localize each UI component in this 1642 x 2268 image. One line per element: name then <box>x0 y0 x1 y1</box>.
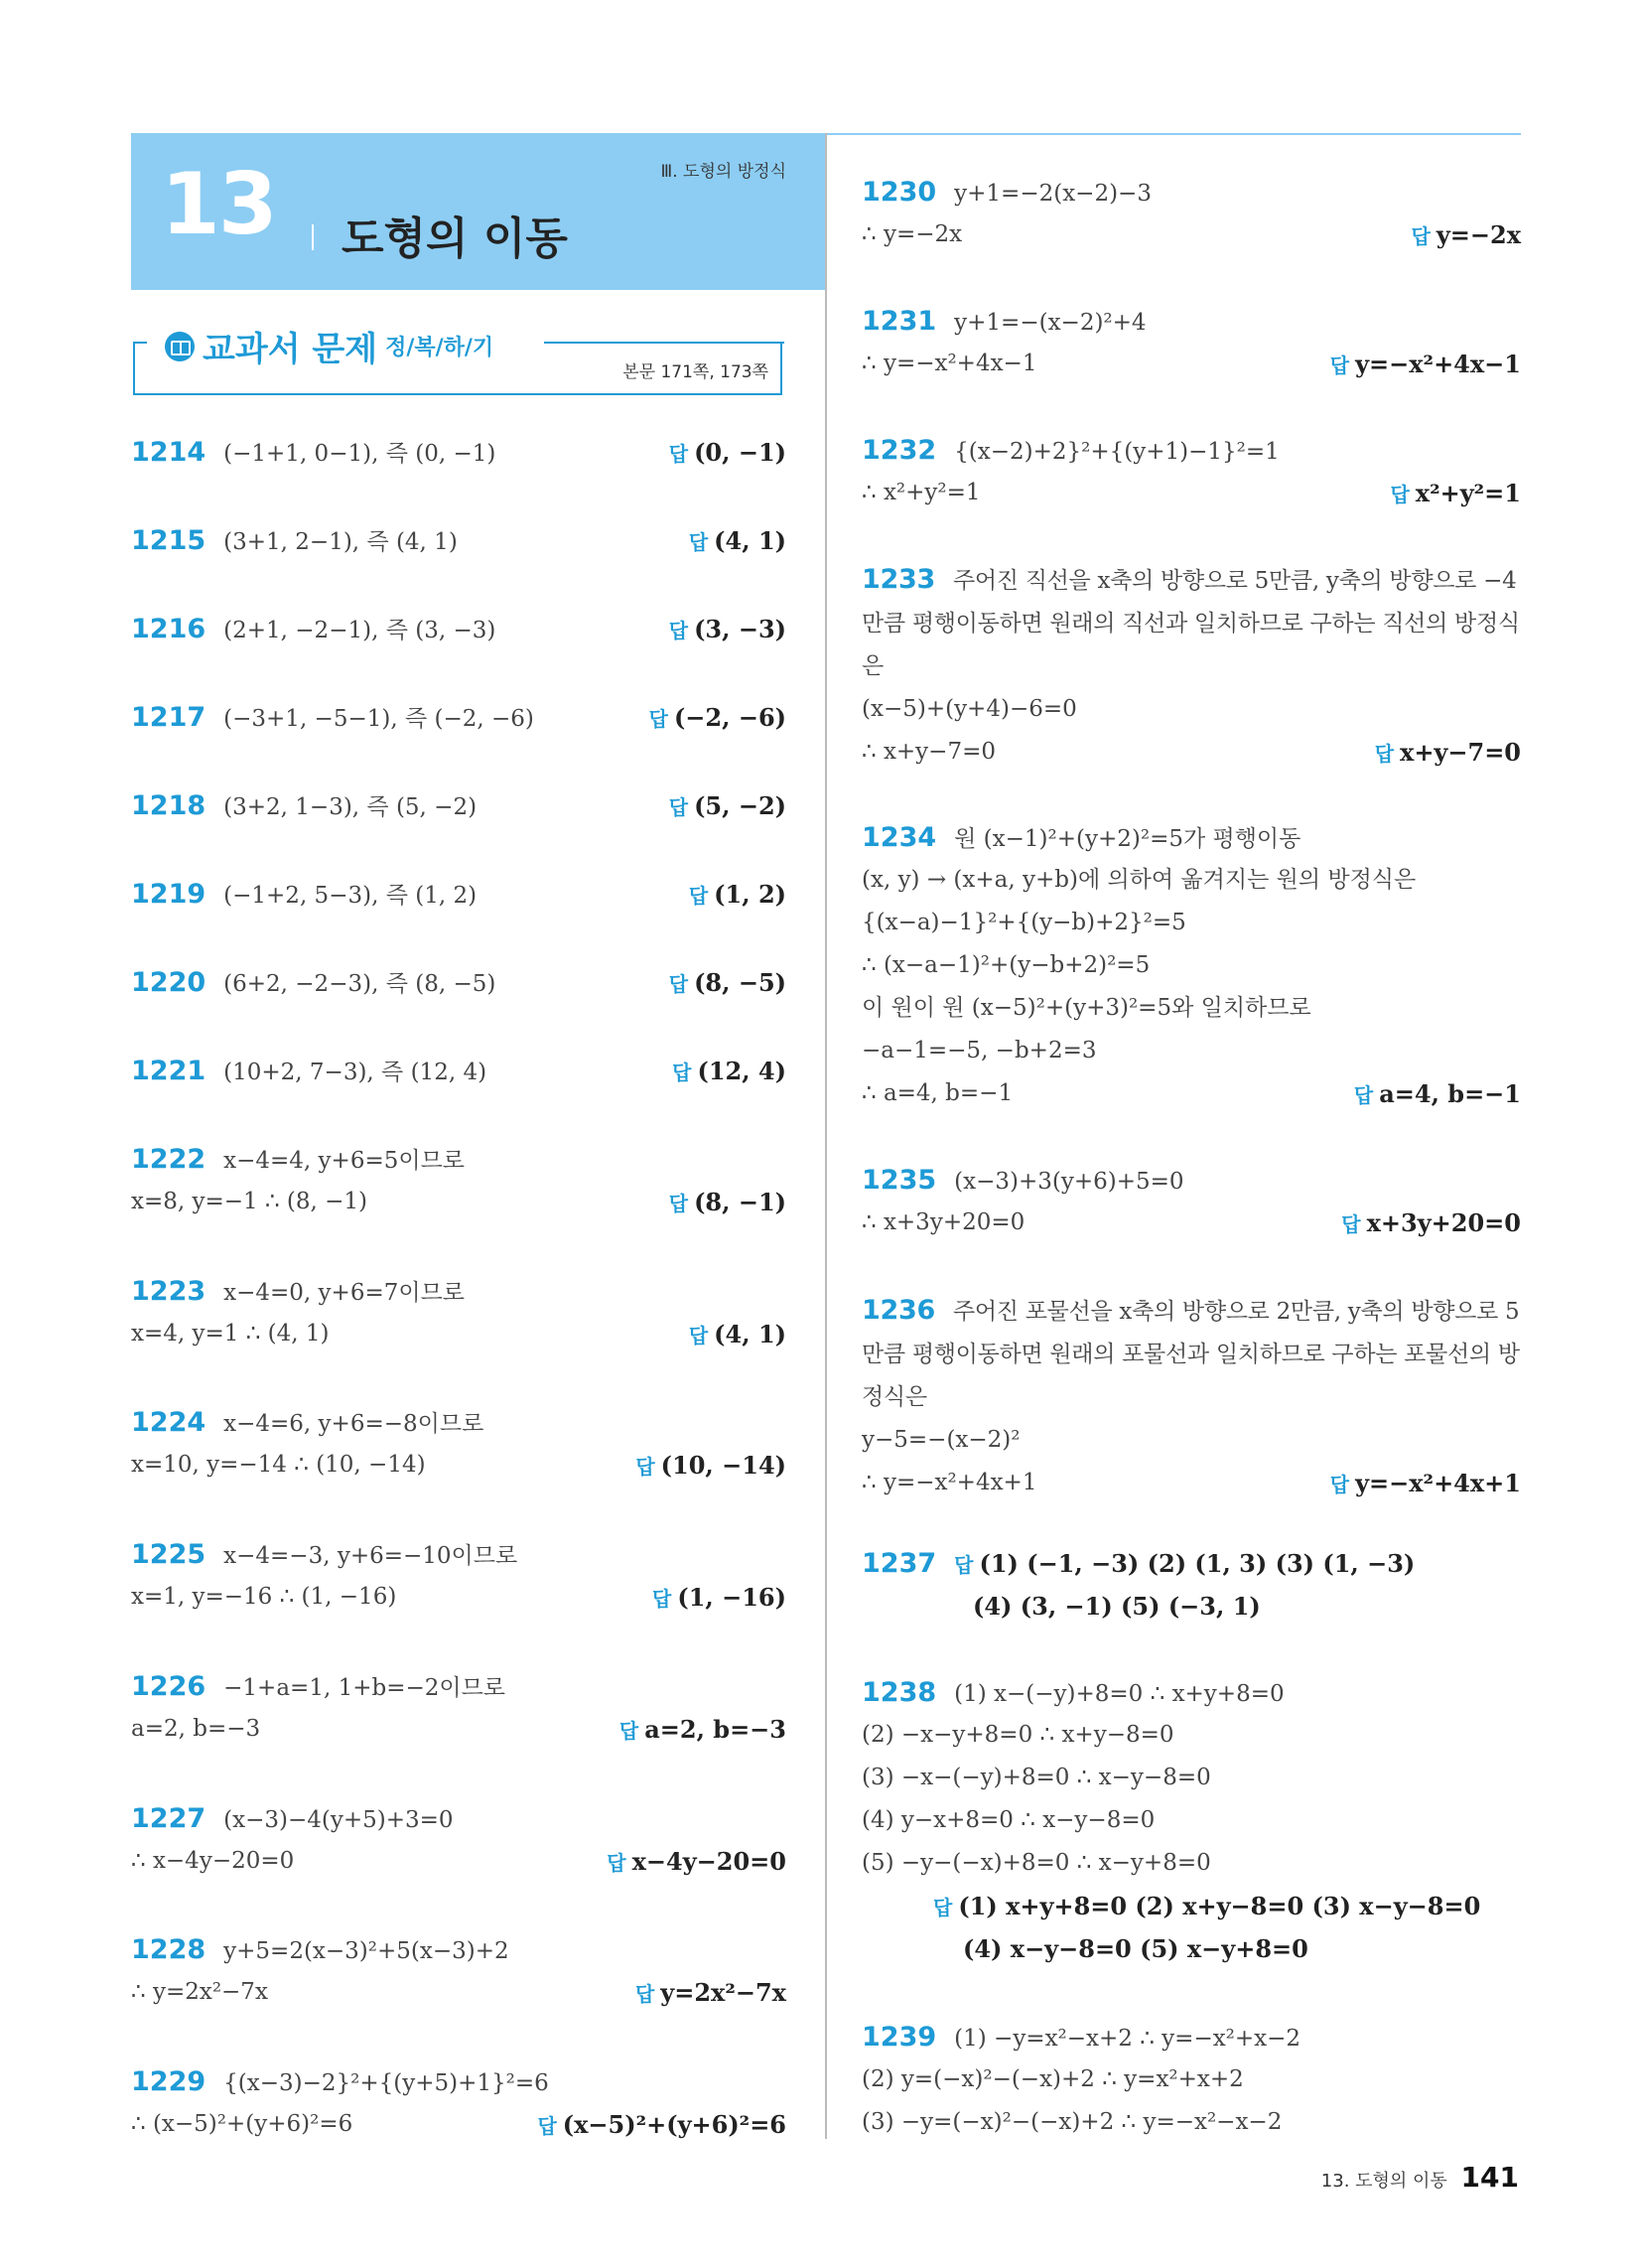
solution-text: (5) −y−(−x)+8=0 ∴ x−y+8=0 <box>862 1850 1211 1876</box>
solution-line <box>131 1971 786 2014</box>
solution-text: ∴ a=4, b=−1 <box>862 1080 1014 1106</box>
answer-mark: 답 <box>933 1896 953 1919</box>
problem-number: 1227 <box>131 1803 206 1834</box>
answer <box>649 696 786 741</box>
solution-text: x−4=−3, y+6=−10이므로 <box>223 1543 518 1569</box>
solution-line <box>862 816 1521 859</box>
page-footer <box>1321 2161 1519 2194</box>
solution-line <box>131 1928 786 1971</box>
solution-text: ∴ x+3y+20=0 <box>862 1209 1026 1235</box>
top-rule <box>826 133 1521 135</box>
answer <box>669 608 786 652</box>
solution-line <box>131 1665 786 1708</box>
answer <box>1390 472 1521 516</box>
answer-value: (5, −2) <box>694 791 786 820</box>
solution-line <box>862 1671 1521 1714</box>
solution-text: ∴ (x−a−1)²+(y−b+2)²=5 <box>862 952 1151 978</box>
problem-1214 <box>131 431 786 474</box>
solution-line <box>131 961 786 1004</box>
answer-value: x+3y+20=0 <box>1366 1208 1521 1237</box>
solution-text: ∴ y=2x²−7x <box>131 1979 268 2005</box>
answer-mark: 답 <box>1329 354 1350 377</box>
solution-line <box>131 608 786 650</box>
answer-value: y=−2x <box>1436 220 1521 249</box>
solution-line <box>862 171 1521 213</box>
solution-text: 원 (x−1)²+(y+2)²=5가 평행이동 <box>954 826 1301 852</box>
answer-line <box>862 1885 1521 1927</box>
chapter-title: 도형의 이동 <box>342 213 568 264</box>
problem-number: 1233 <box>862 564 935 595</box>
solution-line <box>862 429 1521 472</box>
solution-line <box>862 343 1521 385</box>
solution-line <box>862 902 1521 944</box>
solution-text: y−5=−(x−2)² <box>862 1427 1021 1453</box>
problem-number: 1226 <box>131 1671 206 1702</box>
problem-number: 1216 <box>131 614 206 644</box>
chapter-divider <box>312 224 314 250</box>
solution-text: (10+2, 7−3), 즉 (12, 4) <box>223 1060 487 1085</box>
answer-value: (1, 2) <box>714 880 786 909</box>
problem-number: 1235 <box>862 1165 937 1196</box>
solution-text: 이 원이 원 (x−5)²+(y+3)²=5와 일치하므로 <box>862 995 1311 1021</box>
answer-mark: 답 <box>1329 1473 1350 1496</box>
problem-text <box>862 1289 1521 1419</box>
answer <box>652 1576 786 1621</box>
solution-text: (x−3)+3(y+6)+5=0 <box>954 1169 1184 1195</box>
solution-line <box>131 1138 786 1181</box>
answer-mark: 답 <box>618 1719 639 1743</box>
solution-line <box>131 1401 786 1444</box>
answer-value: y=−x²+4x−1 <box>1355 350 1521 378</box>
solution-line <box>862 472 1521 514</box>
solution-text: (x−3)−4(y+5)+3=0 <box>223 1807 454 1833</box>
answer-mark: 답 <box>688 1324 709 1347</box>
answer-value: x+y−7=0 <box>1400 738 1521 767</box>
section-title <box>159 322 499 370</box>
answer-value: (1, −16) <box>677 1583 786 1612</box>
problem-1223 <box>131 1270 786 1355</box>
answer-value: (4, 1) <box>714 526 786 555</box>
answer <box>672 1050 786 1094</box>
problem-number: 1219 <box>131 879 206 910</box>
answer-mark: 답 <box>688 884 709 908</box>
problem-number: 1221 <box>131 1056 206 1086</box>
answer <box>619 1708 786 1753</box>
problem-number: 1230 <box>862 177 937 208</box>
problem-1216 <box>131 608 786 650</box>
solution-text: (6+2, −2−3), 즉 (8, −5) <box>223 971 496 997</box>
answer-mark: 답 <box>1390 483 1410 506</box>
problem-number: 1218 <box>131 790 206 821</box>
answer-value: (4) (3, −1) (5) (−3, 1) <box>973 1592 1261 1621</box>
solution-text: (1) x−(−y)+8=0 ∴ x+y+8=0 <box>954 1681 1285 1707</box>
answer-mark: 답 <box>635 1455 655 1479</box>
answer-value: (x−5)²+(y+6)²=6 <box>562 2110 786 2139</box>
answer <box>635 1971 786 2016</box>
problem-number: 1214 <box>131 437 206 468</box>
answer <box>669 1181 786 1225</box>
solution-line <box>131 1533 786 1576</box>
answer <box>1412 213 1522 258</box>
problem-number: 1231 <box>862 306 937 337</box>
problem-number: 1220 <box>131 967 206 998</box>
problem-number: 1229 <box>131 2066 206 2097</box>
answer-value: (4, 1) <box>714 1320 786 1348</box>
answer-line <box>862 1927 1521 1970</box>
solution-line <box>862 1842 1521 1885</box>
solution-line <box>131 1708 786 1751</box>
solution-text: (2) −x−y+8=0 ∴ x+y−8=0 <box>862 1722 1174 1748</box>
solution-line <box>131 1797 786 1840</box>
section-subtitle: 정/복/하/기 <box>385 336 494 360</box>
solution-text: {(x−a)−1}²+{(y−b)+2}²=5 <box>862 910 1186 935</box>
book-icon <box>165 332 195 361</box>
problem-1234 <box>862 816 1521 1115</box>
answer <box>537 2103 786 2148</box>
problem-1217 <box>131 696 786 739</box>
answer-mark: 답 <box>668 972 689 996</box>
solution-line <box>862 2058 1521 2101</box>
solution-text: (x, y) → (x+a, y+b)에 의하여 옮겨지는 원의 방정식은 <box>862 867 1417 893</box>
solution-line <box>862 1799 1521 1842</box>
answer-mark: 답 <box>634 1982 655 2006</box>
solution-text: (2+1, −2−1), 즉 (3, −3) <box>223 618 496 643</box>
solution-line <box>131 1270 786 1313</box>
problem-number: 1234 <box>862 822 937 853</box>
problem-1239 <box>862 2016 1521 2144</box>
answer-mark: 답 <box>1374 742 1395 766</box>
answer-value: (4) x−y−8=0 (5) x−y+8=0 <box>963 1934 1308 1963</box>
answer-value: x−4y−20=0 <box>631 1847 786 1876</box>
solution-text: (3+1, 2−1), 즉 (4, 1) <box>223 529 458 555</box>
solution-text: ∴ y=−x²+4x+1 <box>862 1470 1037 1495</box>
problem-1228 <box>131 1928 786 2014</box>
solution-text: (1) −y=x²−x+2 ∴ y=−x²+x−2 <box>954 2026 1301 2052</box>
box-top-line <box>133 342 147 344</box>
answer-value: (12, 4) <box>697 1057 786 1085</box>
solution-line <box>862 2101 1521 2144</box>
solution-text: y+1=−(x−2)²+4 <box>954 310 1147 336</box>
problem-1224 <box>131 1401 786 1487</box>
answer <box>1330 343 1521 387</box>
problem-number: 1238 <box>862 1677 937 1708</box>
solution-text: x−4=4, y+6=5이므로 <box>223 1148 466 1174</box>
answer-mark: 답 <box>1341 1212 1361 1236</box>
paragraph-text: 주어진 직선을 x축의 방향으로 5만큼, y축의 방향으로 −4만큼 평행이동하면 원래의 직선과 일치하므로 구하는 직선의 방정식은 <box>862 568 1520 679</box>
answer <box>669 961 786 1006</box>
problem-number: 1222 <box>131 1144 206 1175</box>
answer-value: (8, −1) <box>694 1188 786 1216</box>
answer <box>669 784 786 829</box>
answer <box>689 1313 786 1357</box>
answer-mark: 답 <box>648 707 668 731</box>
solution-line <box>862 1072 1521 1115</box>
problem-1236 <box>862 1289 1521 1504</box>
problem-1227 <box>131 1797 786 1883</box>
problem-number: 1215 <box>131 525 206 556</box>
solution-text: x=8, y=−1 ∴ (8, −1) <box>131 1189 368 1214</box>
answer-mark: 답 <box>1353 1083 1374 1107</box>
solution-text: (4) y−x+8=0 ∴ x−y−8=0 <box>862 1807 1156 1833</box>
solution-line <box>131 1576 786 1619</box>
solution-line <box>131 1181 786 1223</box>
solution-line <box>862 213 1521 256</box>
chapter-header <box>131 133 826 290</box>
solution-text: x=4, y=1 ∴ (4, 1) <box>131 1321 330 1347</box>
problem-1237 <box>862 1542 1521 1628</box>
answer-value: y=2x²−7x <box>660 1978 786 2007</box>
solution-line <box>862 1757 1521 1799</box>
answer-value: (10, −14) <box>660 1451 786 1480</box>
answer-mark: 답 <box>652 1587 672 1611</box>
problem-number: 1236 <box>862 1295 935 1326</box>
answer-value: (1) (−1, −3) (2) (1, 3) (3) (1, −3) <box>979 1549 1416 1578</box>
solution-line <box>131 1444 786 1487</box>
answer-mark: 답 <box>668 795 689 819</box>
answer-mark: 답 <box>607 1851 626 1875</box>
problem-1230 <box>862 171 1521 256</box>
answer <box>1341 1202 1521 1246</box>
solution-line <box>862 1159 1521 1202</box>
solution-line <box>862 987 1521 1030</box>
paragraph-text: 주어진 포물선을 x축의 방향으로 2만큼, y축의 방향으로 5만큼 평행이동하면 원래의 포물선과 일치하므로 구하는 포물선의 방정식은 <box>862 1299 1520 1410</box>
answer-value: (1) x+y+8=0 (2) x+y−8=0 (3) x−y−8=0 <box>958 1892 1481 1920</box>
solution-text: (−3+1, −5−1), 즉 (−2, −6) <box>223 706 534 732</box>
solution-line <box>131 431 786 474</box>
problem-1221 <box>131 1050 786 1092</box>
solution-text: (3+2, 1−3), 즉 (5, −2) <box>223 794 478 820</box>
section-title-text: 교과서 문제 <box>203 330 378 369</box>
problem-1219 <box>131 873 786 916</box>
problem-number: 1228 <box>131 1934 206 1965</box>
problem-number: 1223 <box>131 1276 206 1307</box>
answer-mark: 답 <box>954 1553 974 1577</box>
solution-line <box>131 519 786 562</box>
problem-1231 <box>862 300 1521 385</box>
solution-text: ∴ (x−5)²+(y+6)²=6 <box>131 2111 353 2137</box>
problem-1233 <box>862 558 1521 774</box>
solution-line <box>862 731 1521 774</box>
solution-text: x−4=6, y+6=−8이므로 <box>223 1411 484 1437</box>
answer <box>669 431 786 476</box>
answer-value: (0, −1) <box>694 438 786 467</box>
answer-value: (8, −5) <box>694 968 786 997</box>
page-number: 141 <box>1460 2161 1519 2194</box>
answer <box>1354 1072 1521 1117</box>
solution-text: x−4=0, y+6=7이므로 <box>223 1280 466 1306</box>
problem-1226 <box>131 1665 786 1751</box>
solution-text: ∴ x−4y−20=0 <box>131 1848 295 1874</box>
problem-1218 <box>131 784 786 827</box>
solution-line <box>862 1202 1521 1244</box>
answer-mark: 답 <box>1411 224 1431 248</box>
solution-text: ∴ x+y−7=0 <box>862 739 996 765</box>
problem-1238 <box>862 1671 1521 1970</box>
solution-line <box>862 300 1521 343</box>
solution-line <box>131 1050 786 1092</box>
solution-line <box>131 1840 786 1883</box>
problem-number: 1224 <box>131 1407 206 1438</box>
problem-1222 <box>131 1138 786 1223</box>
solution-text: ∴ y=−2x <box>862 221 963 247</box>
solution-line <box>862 688 1521 731</box>
solution-text: y+1=−2(x−2)−3 <box>954 181 1152 207</box>
solution-text: a=2, b=−3 <box>131 1716 261 1742</box>
problem-number: 1237 <box>862 1548 937 1579</box>
solution-text: (x−5)+(y+4)−6=0 <box>862 696 1077 722</box>
answer-mark: 답 <box>672 1061 692 1084</box>
solution-text: y+5=2(x−3)²+5(x−3)+2 <box>223 1938 509 1964</box>
answer-value: a=4, b=−1 <box>1379 1079 1521 1108</box>
solution-text: (3) −y=(−x)²−(−x)+2 ∴ y=−x²−x−2 <box>862 2109 1283 2135</box>
answer-mark: 답 <box>668 619 689 642</box>
solution-line <box>862 1419 1521 1462</box>
problem-1232 <box>862 429 1521 514</box>
answer <box>1375 731 1521 776</box>
solution-line <box>862 859 1521 902</box>
solution-line <box>862 1462 1521 1504</box>
solution-text: ∴ y=−x²+4x−1 <box>862 351 1037 376</box>
answer-value: y=−x²+4x+1 <box>1355 1469 1521 1497</box>
solution-line <box>131 2103 786 2146</box>
answer-mark: 답 <box>537 2114 557 2138</box>
answer <box>689 519 786 564</box>
problem-text <box>862 558 1521 688</box>
problem-number: 1217 <box>131 702 206 733</box>
answer-mark: 답 <box>668 442 689 466</box>
solution-text: −1+a=1, 1+b=−2이므로 <box>223 1675 506 1701</box>
textbook-section-box <box>133 330 782 395</box>
answer-mark: 답 <box>688 530 709 554</box>
solution-line <box>131 696 786 739</box>
solution-text: (−1+2, 5−3), 즉 (1, 2) <box>223 883 478 909</box>
solution-text: (3) −x−(−y)+8=0 ∴ x−y−8=0 <box>862 1765 1211 1790</box>
solution-line <box>131 873 786 916</box>
problem-1215 <box>131 519 786 562</box>
problem-1229 <box>131 2060 786 2146</box>
answer <box>635 1444 786 1488</box>
answer <box>607 1840 786 1885</box>
solution-text: ∴ x²+y²=1 <box>862 480 981 505</box>
answer-line <box>862 1542 1521 1585</box>
answer-value: (3, −3) <box>694 615 786 643</box>
answer <box>1330 1462 1521 1506</box>
problem-1225 <box>131 1533 786 1619</box>
solution-line <box>131 2060 786 2103</box>
solution-line <box>862 1714 1521 1757</box>
section-pages: 본문 171쪽, 173쪽 <box>622 362 768 382</box>
solution-text: x=1, y=−16 ∴ (1, −16) <box>131 1584 397 1610</box>
problem-number: 1232 <box>862 435 937 466</box>
solution-text: {(x−2)+2}²+{(y+1)−1}²=1 <box>954 439 1280 465</box>
answer <box>689 873 786 918</box>
answer-value: x²+y²=1 <box>1415 479 1521 507</box>
box-top-line <box>544 342 784 344</box>
solution-line <box>862 1030 1521 1072</box>
solution-text: (−1+1, 0−1), 즉 (0, −1) <box>223 441 496 467</box>
solution-line <box>862 2016 1521 2058</box>
footer-chapter: 13. 도형의 이동 <box>1320 2171 1447 2192</box>
answer-line <box>862 1585 1521 1628</box>
solution-text: {(x−3)−2}²+{(y+5)+1}²=6 <box>223 2070 549 2096</box>
solution-text: −a−1=−5, −b+2=3 <box>862 1038 1097 1063</box>
column-divider <box>825 133 827 2139</box>
problem-1220 <box>131 961 786 1004</box>
answer-value: a=2, b=−3 <box>644 1715 786 1744</box>
problem-1235 <box>862 1159 1521 1244</box>
chapter-number: 13 <box>161 155 276 254</box>
answer-value: (−2, −6) <box>673 703 786 732</box>
solution-line <box>131 1313 786 1355</box>
answer-mark: 답 <box>668 1192 689 1215</box>
solution-text: (2) y=(−x)²−(−x)+2 ∴ y=x²+x+2 <box>862 2066 1244 2092</box>
problem-number: 1239 <box>862 2022 937 2053</box>
solution-line <box>862 944 1521 987</box>
unit-label: Ⅲ. 도형의 방정식 <box>660 162 786 182</box>
problem-number: 1225 <box>131 1539 206 1570</box>
solution-text: x=10, y=−14 ∴ (10, −14) <box>131 1452 426 1478</box>
solution-line <box>131 784 786 827</box>
